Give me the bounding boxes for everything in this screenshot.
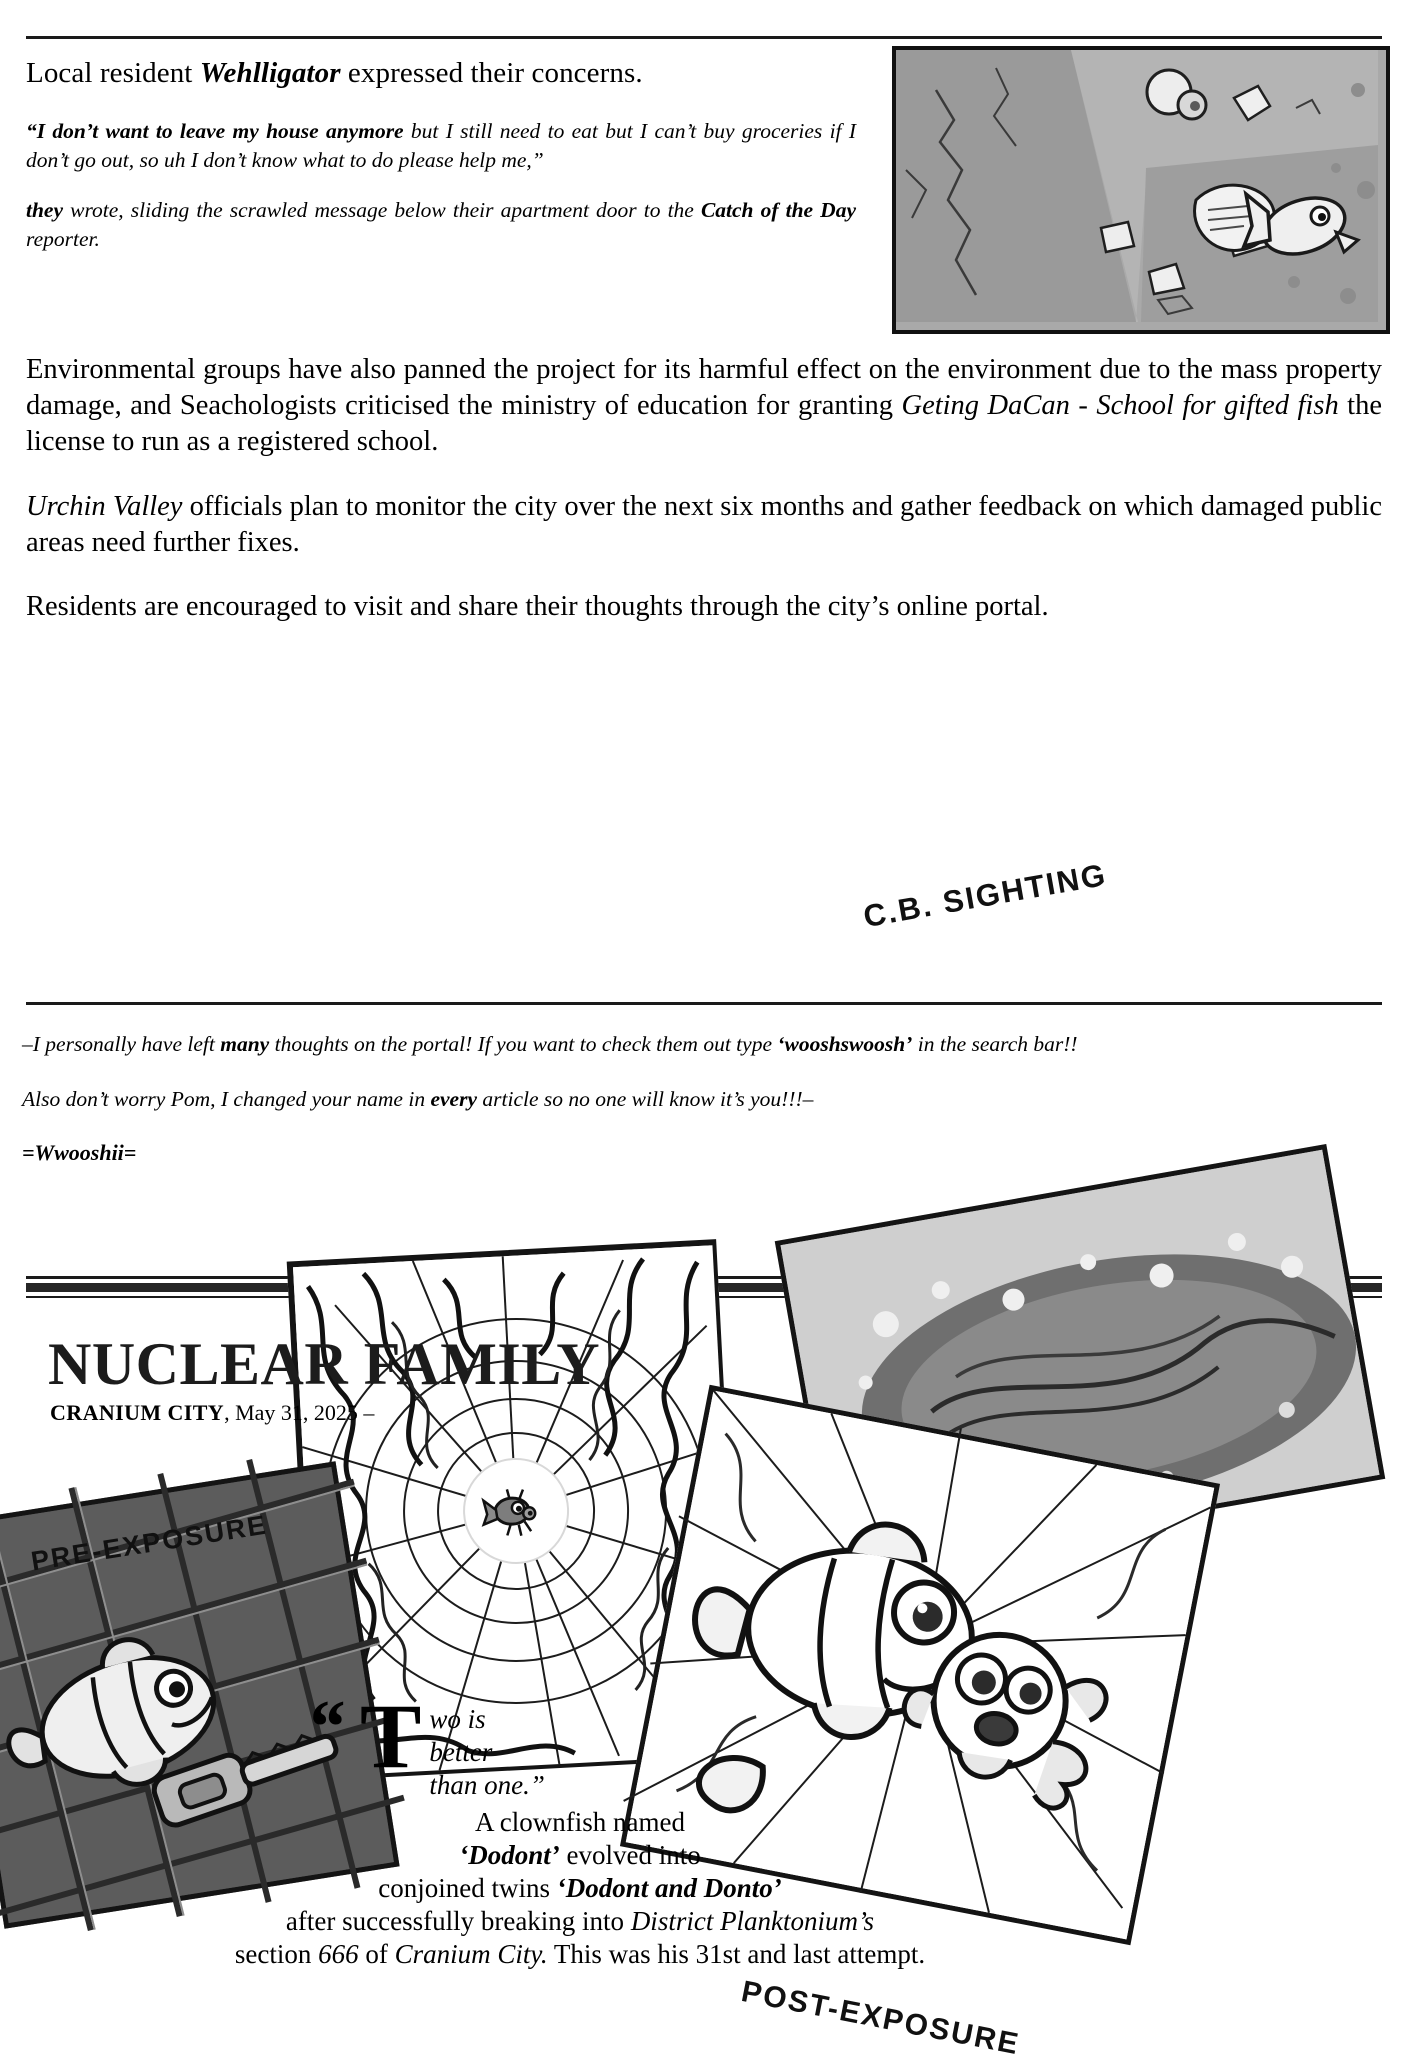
note2-b: article so no one will know it’s you!!!– [477,1087,814,1112]
caption-line-2-rest: evolved into [559,1839,701,1870]
top-article-section [26,56,1382,253]
nuclear-family-dateline [50,1400,374,1426]
caption-line-5-a: section [234,1938,319,1969]
caption-line-4-plain: after successfully breaking into [285,1905,631,1936]
caption-line-3 [180,1872,980,1905]
valley-name: Urchin Valley [26,490,183,522]
school-name: Geting DaCan - School for gifted fish [901,390,1339,422]
inset-illustration-panel [892,46,1390,334]
note1-emph-many: many [220,1032,270,1056]
caption-line-4 [180,1905,980,1938]
article-body [26,352,1382,625]
publication-name: Catch of the Day [700,198,856,223]
pull-quote-line-2: better [429,1736,493,1767]
top-divider-rule [26,36,1382,39]
body-paragraph-officials [26,489,1382,561]
editor-note-section [22,1030,1382,1166]
caption-line-1: A clownfish named [475,1806,685,1837]
p1-part-b: the license to run as a registered school. [26,390,1383,458]
drop-cap-letter: T [360,1685,422,1787]
note2-emph-every: every [430,1087,477,1112]
quote-remainder: but I still need to eat but I can’t buy groceries if I don’t go out, so uh I don’t know what to do please help me,” [26,119,856,172]
caption-line-2 [180,1839,980,1872]
note1-c: in the search bar!! [912,1032,1078,1056]
editor-note-line-2 [22,1085,1382,1114]
label-pre-exposure: PRE-EXPOSURE [29,1509,270,1577]
resident-name: Wehlligator [199,57,341,89]
top-article-text-column [26,56,874,253]
caption-line-5 [180,1938,980,1971]
note1-b: thoughts on the portal! If you want to check them out type [269,1032,778,1056]
lead-suffix: expressed their concerns. [340,57,643,89]
search-term: ‘wooshswoosh’ [777,1032,913,1056]
lead-sentence [26,56,874,91]
caption-line-5-c: This was his 31st and last attempt. [547,1938,926,1969]
pull-quote [306,1685,630,1802]
dateline-city: CRANIUM CITY [50,1400,225,1425]
quote-emphasis: “I don’t want to leave my house anymore [26,119,404,144]
caption-line-3-plain: conjoined twins [378,1872,557,1903]
section-number: 666 [318,1938,359,1969]
body-paragraph-residents: Residents are encouraged to visit and share their thoughts through the city’s online portal. [26,590,1049,622]
resident-quote [26,117,856,174]
label-cb-sighting: C.B. SIGHTING [860,856,1110,935]
district-name: District Planktonium’s [630,1905,875,1936]
caption-line-5-b: of [358,1938,395,1969]
attribution-end: reporter. [26,226,100,251]
fish-name-original: ‘Dodont’ [459,1839,560,1870]
lead-prefix: Local resident [26,57,200,89]
note2-a: Also don’t worry Pom, I changed your name in [22,1087,431,1112]
caption-lines [180,1806,980,1971]
dateline-date: , May 31, 2025 – [224,1400,375,1425]
middle-divider-rule [26,1002,1382,1005]
body-paragraph-environment [26,352,1382,461]
city-name: Cranium City. [394,1938,548,1969]
attribution-subject: they [26,198,64,223]
nuclear-family-caption [180,1685,980,1971]
quote-mark-glyph: “ [306,1685,344,1769]
p1-part-a: Environmental groups have also panned the project for its harmful effect on the environment due to the mass property damage, and Seachologists criticised the ministry of education for granting [26,354,1382,422]
label-post-exposure: POST-EXPOSURE [738,1975,1023,2062]
editor-note-line-1 [22,1030,1382,1059]
p2-remainder: officials plan to monitor the city over the next six months and gather feedback on which damaged public areas need further fixes. [26,490,1383,558]
quote-attribution [26,196,856,253]
pull-quote-line-1: wo is [429,1704,486,1734]
note1-a: –I personally have left [22,1032,221,1056]
fish-names-twins: ‘Dodont and Donto’ [556,1872,782,1903]
editor-signature: =Wwooshii= [22,1140,137,1166]
attribution-middle: wrote, sliding the scrawled message below their apartment door to the [63,198,701,223]
nuclear-family-headline: NUCLEAR FAMILY [48,1331,601,1397]
inset-comic-art [896,50,1378,322]
pull-quote-line-3: than one.” [429,1769,545,1800]
